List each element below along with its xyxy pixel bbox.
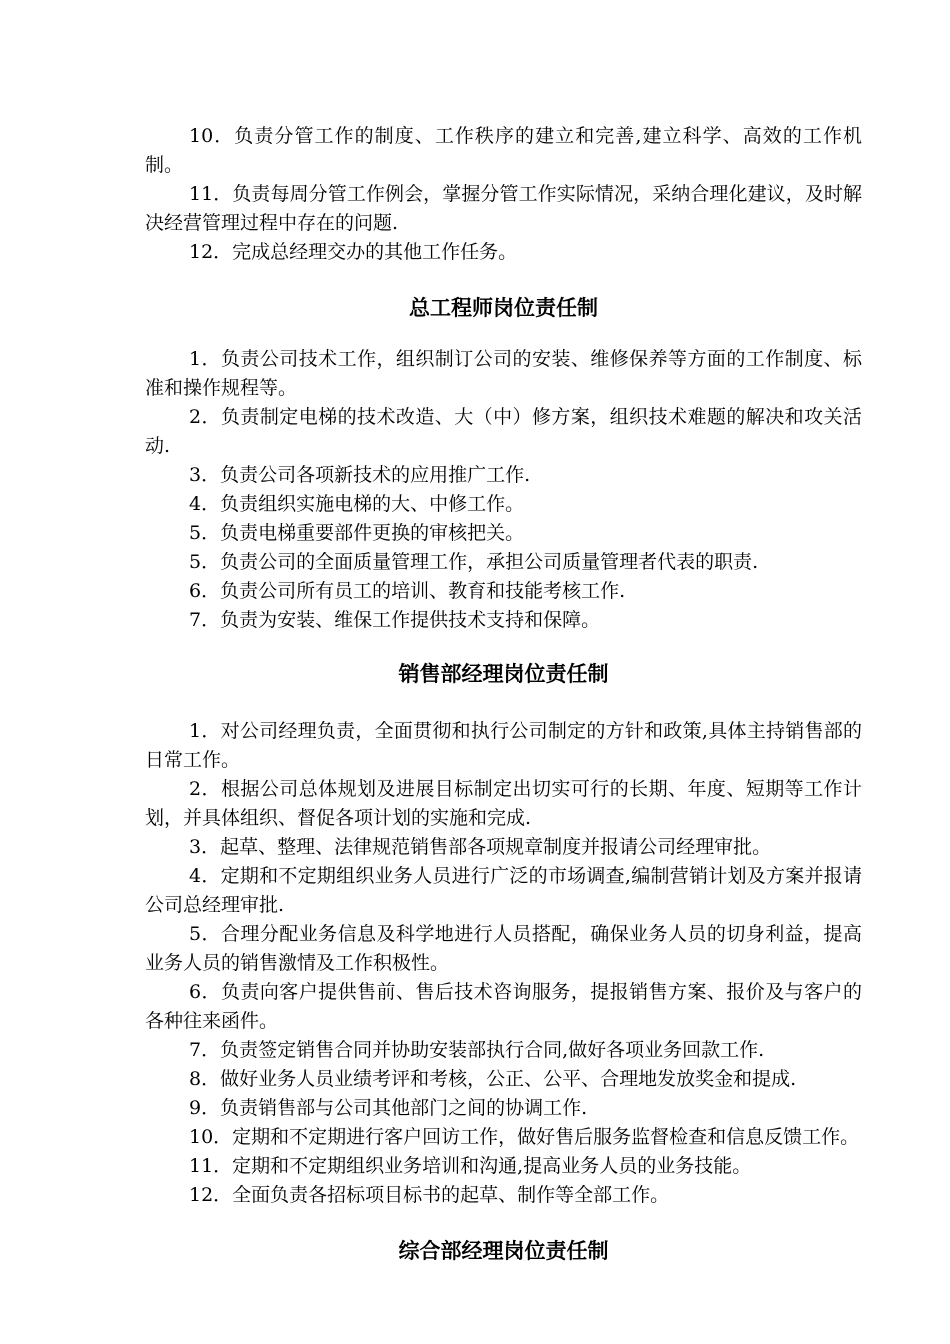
section-title: 销售部经理岗位责任制 — [398, 661, 609, 686]
section-chief-engineer — [145, 293, 862, 635]
section-title: 综合部经理岗位责任制 — [398, 1238, 609, 1263]
list-item: 1．对公司经理负责，全面贯彻和执行公司制定的方针和政策,具体主持销售部的日常工作。 — [145, 720, 862, 771]
list-item: 9．负责销售部与公司其他部门之间的协调工作. — [189, 1097, 588, 1119]
list-item: 5．合理分配业务信息及科学地进行人员搭配，确保业务人员的切身利益，提高业务人员的销售激情及工作积极性。 — [145, 923, 862, 974]
intro-list — [145, 122, 862, 267]
list-item: 2．根据公司总体规划及进展目标制定出切实可行的长期、年度、短期等工作计划，并具体组织、督促各项计划的实施和完成. — [145, 778, 862, 829]
list-item: 4．定期和不定期组织业务人员进行广泛的市场调查,编制营销计划及方案并报请公司总经理审批. — [145, 865, 862, 916]
intro-item-10: 10．负责分管工作的制度、工作秩序的建立和完善,建立科学、高效的工作机制。 — [145, 125, 862, 176]
document-body — [145, 122, 862, 1266]
list-item: 7．负责为安装、维保工作提供技术支持和保障。 — [189, 609, 601, 631]
section-sales-manager — [145, 659, 862, 1210]
section-title: 总工程师岗位责任制 — [409, 295, 598, 320]
list-item: 3．负责公司各项新技术的应用推广工作. — [189, 464, 531, 486]
list-item: 3．起草、整理、法律规范销售部各项规章制度并报请公司经理审批。 — [189, 836, 772, 858]
list-item: 11．定期和不定期组织业务培训和沟通,提高业务人员的业务技能。 — [189, 1155, 752, 1177]
list-item: 4．负责组织实施电梯的大、中修工作。 — [189, 493, 525, 515]
list-item: 10．定期和不定期进行客户回访工作，做好售后服务监督检查和信息反馈工作。 — [189, 1126, 860, 1148]
list-item: 5．负责公司的全面质量管理工作，承担公司质量管理者代表的职责. — [189, 551, 759, 573]
list-item: 2．负责制定电梯的技术改造、大（中）修方案，组织技术难题的解决和攻关活动. — [145, 406, 862, 457]
list-item: 6．负责公司所有员工的培训、教育和技能考核工作. — [189, 580, 626, 602]
list-item: 12．全面负责各招标项目标书的起草、制作等全部工作。 — [189, 1184, 670, 1206]
section-general-affairs-manager — [145, 1236, 862, 1266]
intro-item-12: 12．完成总经理交办的其他工作任务。 — [189, 241, 518, 263]
list-item: 7．负责签定销售合同并协助安装部执行合同,做好各项业务回款工作. — [189, 1039, 765, 1061]
intro-item-11: 11．负责每周分管工作例会，掌握分管工作实际情况，采纳合理化建议，及时解决经营管理过程中存在的问题. — [145, 183, 862, 234]
list-item: 1．负责公司技术工作，组织制订公司的安装、维修保养等方面的工作制度、标准和操作规程等。 — [145, 348, 862, 399]
list-item: 8．做好业务人员业绩考评和考核，公正、公平、合理地发放奖金和提成. — [189, 1068, 797, 1090]
list-item: 6．负责向客户提供售前、售后技术咨询服务，提报销售方案、报价及与客户的各种往来函件。 — [145, 981, 862, 1032]
list-item: 5．负责电梯重要部件更换的审核把关。 — [189, 522, 525, 544]
